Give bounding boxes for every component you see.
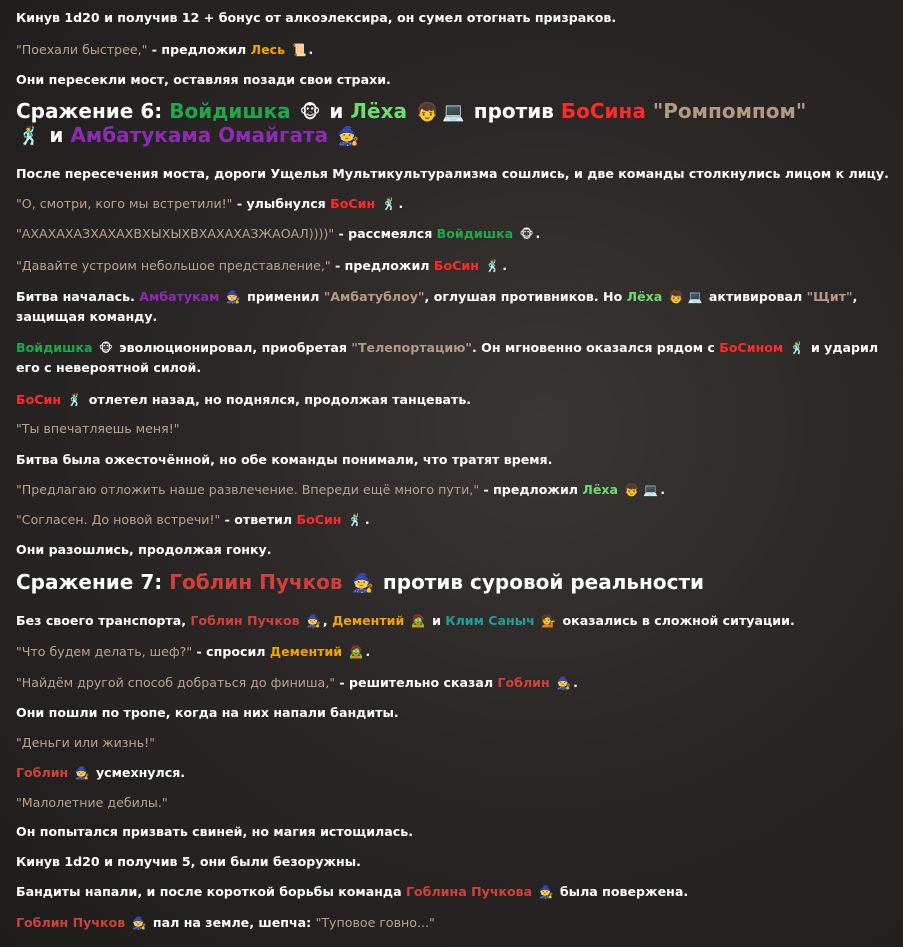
quote: "Поехали быстрее," — [16, 42, 148, 57]
text-line: Кинув 1d20 и получив 5, они были безоружны. — [16, 854, 361, 869]
zombie-icon: 🧟 — [410, 614, 426, 628]
mage-icon: 🧙 — [337, 126, 360, 147]
character-name: БоСином — [719, 340, 784, 355]
spell-name: "Амбатублоу" — [323, 289, 425, 304]
monkey-icon: 🐵 — [519, 227, 534, 241]
section-heading: Сражение 6: Войдишка 🐵 и Лёха 👦 💻 против БоСина "Ромпомпом" — [16, 99, 807, 123]
text-line: Кинув 1d20 и получив 12 + бонус от алкоэлексира, он сумел отогнать призраков. — [16, 10, 617, 25]
character-name: Лёха — [350, 99, 407, 123]
text-line: Гоблин Пучков 🧙 пал на земле, шепча: "Туповое говно..." — [16, 913, 891, 933]
character-name: Дементий — [332, 613, 405, 628]
character-name: Войдишка — [16, 340, 93, 355]
text-line: Без своего транспорта, Гоблин Пучков 🧙 , Дементий 🧟 и Клим Саныч 💁 оказались в сложной ситуации. — [16, 611, 891, 631]
monkey-icon: 🐵 — [299, 102, 321, 123]
spell-name: "Щит" — [806, 289, 853, 304]
character-name: Гоблин Пучков — [16, 915, 126, 930]
text-line — [16, 793, 891, 813]
quote: "Что будем делать, шеф?" — [16, 644, 193, 659]
text-line: "Поехали быстрее," - предложил Лесь 📜 . — [16, 40, 891, 60]
mage-icon: 🧙 — [351, 573, 374, 594]
monkey-icon: 🐵 — [98, 341, 113, 355]
mage-icon: 🧙 — [225, 290, 241, 304]
quote: "Деньги или жизнь!" — [16, 735, 155, 750]
character-name: БоСин — [330, 196, 376, 211]
text-line: "Давайте устроим небольшое представление," - предложил БоСин 🕺 . — [16, 256, 891, 276]
text-line: Они пошли по тропе, когда на них напали бандиты. — [16, 705, 399, 720]
section-heading: Сражение 7: Гоблин Пучков 🧙 против суровой реальности — [16, 570, 705, 594]
character-name: Дементий — [269, 644, 343, 659]
mage-icon: 🧙 — [556, 676, 572, 690]
character-name: Гоблин — [497, 675, 550, 690]
text-line: БоСин 🕺 отлетел назад, но поднялся, продолжая танцевать. — [16, 390, 891, 410]
spell-name: "Телепортацию" — [351, 340, 472, 355]
zombie-icon: 🧟 — [348, 645, 364, 659]
boy-icon: 👦 — [668, 290, 684, 304]
dancer-icon: 🕺 — [18, 126, 41, 147]
dancer-icon: 🕺 — [347, 513, 363, 527]
section-heading-cont: 🕺 и Амбатукама Омайгата 🧙 — [18, 123, 360, 147]
boy-icon: 👦 — [415, 102, 439, 123]
character-tag: "Ромпомпом" — [645, 99, 807, 123]
text-paragraph: Войдишка 🐵 эволюционировал, приобретая "Телепортацию". Он мгновенно оказался рядом с БоСином 🕺 и ударил его с невероятной силой. — [16, 340, 879, 375]
text-line: "Найдём другой способ добраться до финиша," - решительно сказал Гоблин 🧙 . — [16, 673, 891, 693]
character-name: Лесь — [250, 42, 286, 57]
quote: "Туповое говно..." — [315, 915, 435, 930]
mage-icon: 🧙 — [131, 916, 147, 930]
mage-icon: 🧙 — [538, 885, 554, 899]
laptop-icon: 💻 — [643, 483, 659, 497]
text-paragraph: Битва началась. Амбатукам 🧙 применил "Амбатублоу", оглушая противников. Но Лёха 👦 💻 активировал "Щит", защищая команду. — [16, 289, 858, 324]
boy-icon: 👦 — [624, 483, 640, 497]
character-name: Войдишка — [436, 226, 514, 241]
text-line: "АХАХАХАЗХАХАХВХЫХЫХВХАХАХАЗЖАОАЛ))))" - рассмеялся Войдишка 🐵 . — [16, 224, 891, 244]
character-name: БоСин — [296, 512, 342, 527]
quote: "Малолетние дебилы." — [16, 795, 168, 810]
character-name: Гоблин Пучков — [190, 613, 300, 628]
character-name: Амбатукама Омайгата — [70, 123, 329, 147]
quote: "Давайте устроим небольшое представление," — [16, 258, 331, 273]
dancer-icon: 🕺 — [381, 197, 397, 211]
quote: "Найдём другой способ добраться до финиша," — [16, 675, 336, 690]
quote: "О, смотри, кого мы встретили!" — [16, 196, 233, 211]
dancer-icon: 🕺 — [485, 259, 501, 273]
character-name: Гоблин — [16, 765, 69, 780]
text-line: Бандиты напали, и после короткой борьбы команда Гоблина Пучкова 🧙 была повержена. — [16, 882, 891, 902]
text-line: Гоблин 🧙 усмехнулся. — [16, 763, 891, 783]
text-line — [16, 733, 891, 753]
character-name: Клим Саныч — [445, 613, 535, 628]
text-line: Он попытался призвать свиней, но магия истощилась. — [16, 824, 413, 839]
text-line: Они пересекли мост, оставляя позади свои страхи. — [16, 72, 391, 87]
character-name: БоСин — [433, 258, 479, 273]
character-name: Войдишка — [169, 99, 291, 123]
quote: "Согласен. До новой встречи!" — [16, 512, 221, 527]
text-line: Битва была ожесточённой, но обе команды понимали, что тратят время. — [16, 452, 553, 467]
laptop-icon: 💻 — [442, 102, 465, 123]
scroll-icon: 📜 — [291, 43, 307, 57]
quote: "Ты впечатляешь меня!" — [16, 421, 180, 436]
text-line: "О, смотри, кого мы встретили!" - улыбнулся БоСин 🕺 . — [16, 194, 891, 214]
dancer-icon: 🕺 — [789, 341, 805, 355]
laptop-icon: 💻 — [687, 290, 703, 304]
quote: "АХАХАХАЗХАХАХВХЫХЫХВХАХАХАЗЖАОАЛ))))" — [16, 226, 335, 241]
character-name: Лёха — [582, 482, 618, 497]
text-line: "Предлагаю отложить наше развлечение. Впереди ещё много пути," - предложил Лёха 👦 💻 . — [16, 480, 891, 500]
mage-icon: 🧙 — [74, 766, 90, 780]
character-name: Гоблин Пучков — [169, 570, 343, 594]
woman-icon: 💁 — [541, 614, 557, 628]
character-name: Гоблина Пучкова — [405, 884, 533, 899]
character-name: БоСина — [560, 99, 646, 123]
mage-icon: 🧙 — [305, 614, 321, 628]
quote: "Предлагаю отложить наше развлечение. Впереди ещё много пути," — [16, 482, 480, 497]
text-line: "Согласен. До новой встречи!" - ответил БоСин 🕺 . — [16, 510, 891, 530]
dancer-icon: 🕺 — [67, 393, 83, 407]
text-line: Они разошлись, продолжая гонку. — [16, 542, 272, 557]
character-name: Лёха — [626, 289, 663, 304]
text-line: После пересечения моста, дороги Ущелья Мультикультурализма сошлись, и две команды столкнулись лицом к лицу. — [16, 166, 889, 181]
character-name: БоСин — [16, 392, 62, 407]
text-line: "Что будем делать, шеф?" - спросил Дементий 🧟 . — [16, 642, 891, 662]
text-line — [16, 419, 891, 439]
character-name: Амбатукам — [139, 289, 220, 304]
